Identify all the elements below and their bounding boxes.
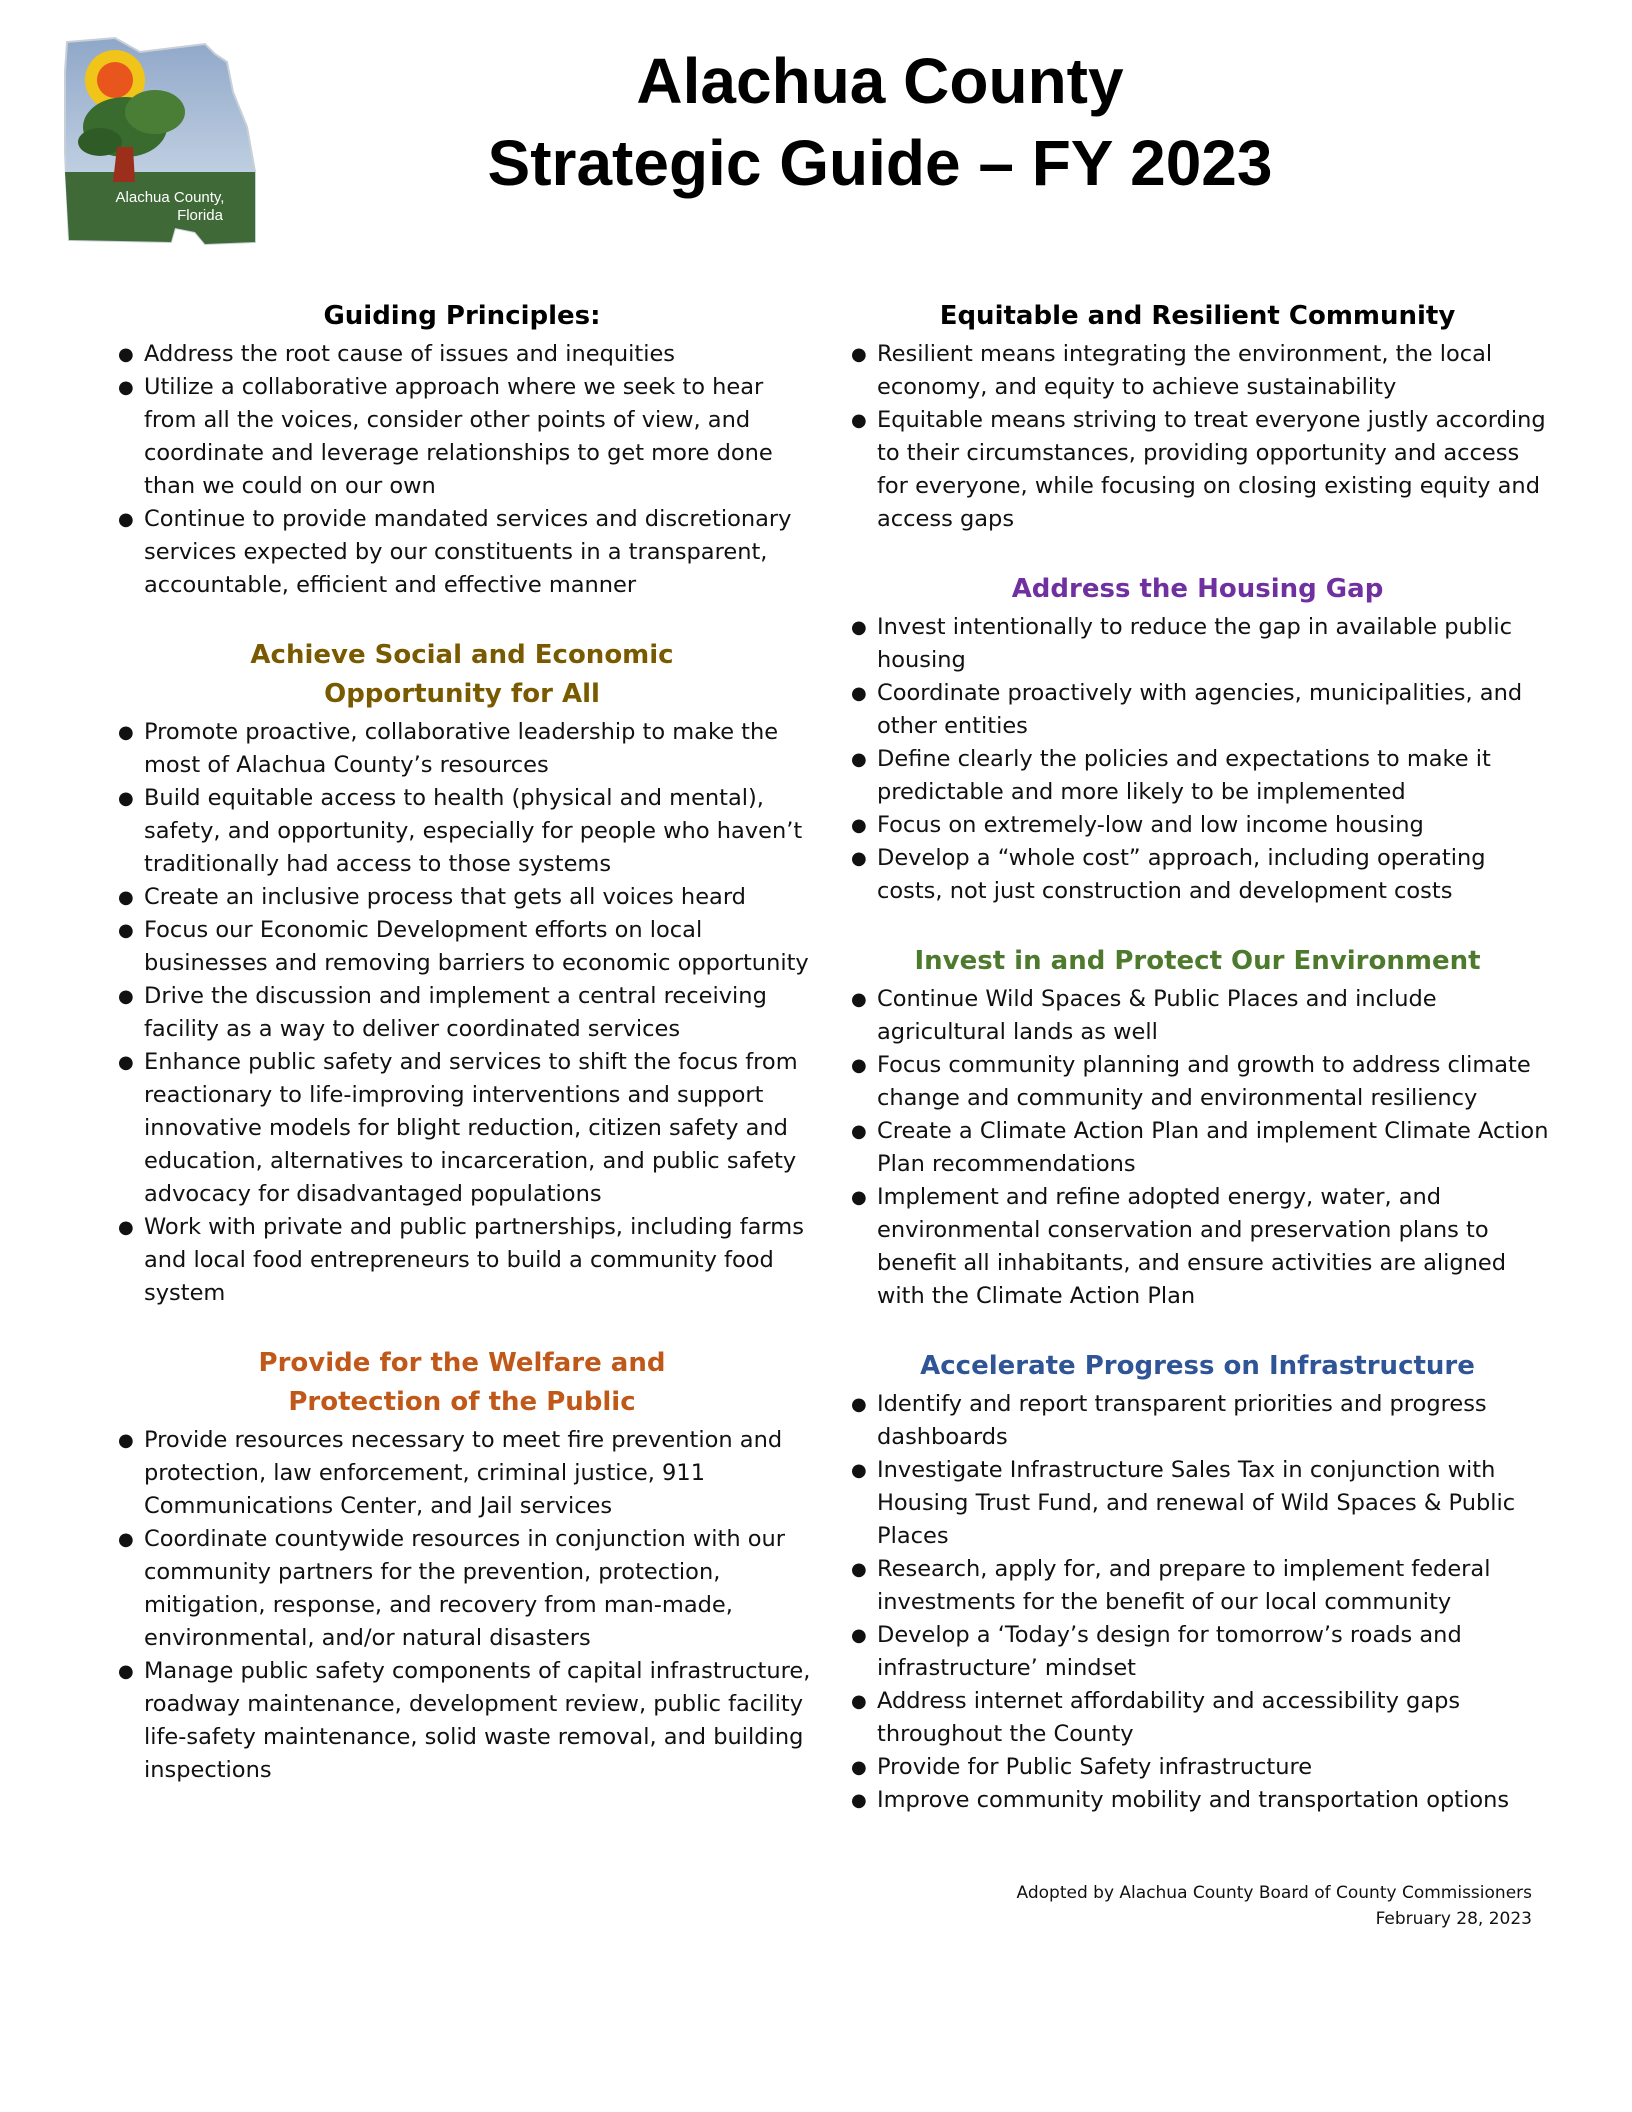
title-line-1: Alachua County [636,45,1124,117]
list-item [845,842,1550,908]
heading-line-1: Achieve Social and Economic [250,640,674,670]
list-item-text: Manage public safety components of capital infrastructure, roadway maintenance, development review, public facility life-safety maintenance, solid waste removal, and building inspections [144,1658,811,1783]
heading-line-1: Provide for the Welfare and [258,1348,666,1378]
bullet-icon: ● [118,1430,134,1451]
list-item [845,1181,1550,1313]
bullet-icon: ● [851,1625,867,1646]
list-item-text: Coordinate proactively with agencies, municipalities, and other entities [877,680,1523,739]
list-item [845,611,1550,677]
section-heading: Address the Housing Gap [1011,574,1384,604]
section-environment [845,942,1550,1313]
list-item-text: Create an inclusive process that gets all voices heard [144,884,746,910]
list-item [845,1115,1550,1181]
adoption-note [1017,1880,1532,1932]
bullet-icon: ● [118,377,134,398]
heading-line-2: Protection of the Public [288,1387,636,1417]
list-item [845,1553,1550,1619]
list-item [845,983,1550,1049]
bullet-icon: ● [851,1691,867,1712]
bullet-icon: ● [851,683,867,704]
list-item-text: Focus on extremely-low and low income housing [877,812,1424,838]
list-item-text: Focus community planning and growth to address climate change and community and environmental resiliency [877,1052,1531,1111]
section-heading: Equitable and Resilient Community [939,301,1456,331]
list-item-text: Enhance public safety and services to shift the focus from reactionary to life-improving interventions and support innovative models for blight reduction, citizen safety and education, alternatives to incarceration, and public safety advocacy for disadvantaged populations [144,1049,798,1207]
section-welfare-protection [112,1344,812,1787]
list-item [112,914,812,980]
list-item-text: Work with private and public partnerships, including farms and local food entrepreneurs to build a community food system [144,1214,804,1306]
bullet-icon: ● [851,1790,867,1811]
section-guiding-principles [112,297,812,602]
list-item-text: Equitable means striving to treat everyone justly according to their circumstances, providing opportunity and access for everyone, while focusing on closing existing equity and access gaps [877,407,1546,532]
bullet-icon: ● [851,617,867,638]
bullet-icon: ● [851,749,867,770]
list-item-text: Drive the discussion and implement a central receiving facility as a way to deliver coordinated services [144,983,767,1042]
list-item [845,677,1550,743]
bullet-icon: ● [118,1217,134,1238]
list-item-text: Research, apply for, and prepare to implement federal investments for the benefit of our local community [877,1556,1491,1615]
bullet-icon: ● [851,1559,867,1580]
list-item [112,1523,812,1655]
list-item-text: Promote proactive, collaborative leadership to make the most of Alachua County’s resources [144,719,779,778]
list-item [112,881,812,914]
list-item-text: Coordinate countywide resources in conjunction with our community partners for the prevention, protection, mitigation, response, and recovery from man-made, environmental, and/or natural disasters [144,1526,786,1651]
list-item-text: Provide for Public Safety infrastructure [877,1754,1313,1780]
section-equitable-resilient [845,297,1550,536]
list-item [112,782,812,881]
list-item [112,980,812,1046]
list-item-text: Improve community mobility and transportation options [877,1787,1510,1813]
bullet-icon: ● [118,788,134,809]
bullet-icon: ● [118,344,134,365]
list-item [845,809,1550,842]
list-item-text: Define clearly the policies and expectations to make it predictable and more likely to be implemented [877,746,1491,805]
list-item-text: Continue to provide mandated services and discretionary services expected by our constituents in a transparent, accountable, efficient and effective manner [144,506,792,598]
bullet-list [845,983,1550,1313]
bullet-icon: ● [118,509,134,530]
section-social-economic [112,636,812,1310]
list-item-text: Address internet affordability and accessibility gaps throughout the County [877,1688,1461,1747]
bullet-icon: ● [118,920,134,941]
bullet-icon: ● [851,1394,867,1415]
list-item-text: Identify and report transparent priorities and progress dashboards [877,1391,1487,1450]
county-logo [55,32,273,250]
list-item [845,1619,1550,1685]
heading-line-2: Opportunity for All [324,679,600,709]
list-item-text: Provide resources necessary to meet fire prevention and protection, law enforcement, criminal justice, 911 Communications Center, and Jail services [144,1427,783,1519]
list-item [845,1388,1550,1454]
list-item [845,743,1550,809]
list-item [112,503,812,602]
bullet-list [845,1388,1550,1817]
bullet-icon: ● [851,1460,867,1481]
page-title [380,40,1380,204]
list-item [845,404,1550,536]
list-item [112,371,812,503]
list-item [112,338,812,371]
list-item [845,1049,1550,1115]
list-item [845,1685,1550,1751]
list-item [845,1784,1550,1817]
list-item-text: Resilient means integrating the environment, the local economy, and equity to achieve sustainability [877,341,1493,400]
list-item-text: Create a Climate Action Plan and implement Climate Action Plan recommendations [877,1118,1549,1177]
list-item-text: Address the root cause of issues and inequities [144,341,676,367]
bullet-icon: ● [851,344,867,365]
list-item-text: Invest intentionally to reduce the gap in available public housing [877,614,1512,673]
list-item-text: Implement and refine adopted energy, water, and environmental conservation and preservation plans to benefit all inhabitants, and ensure activities are aligned with the Climate Action Plan [877,1184,1507,1309]
list-item-text: Develop a ‘Today’s design for tomorrow’s roads and infrastructure’ mindset [877,1622,1462,1681]
list-item [112,1046,812,1211]
right-column [845,297,1550,1851]
bullet-list [845,338,1550,536]
list-item [845,1751,1550,1784]
bullet-icon: ● [118,722,134,743]
list-item [845,1454,1550,1553]
section-infrastructure [845,1347,1550,1817]
section-heading [112,636,812,714]
bullet-list [112,1424,812,1787]
section-heading [112,1344,812,1422]
bullet-icon: ● [851,989,867,1010]
list-item [112,1424,812,1523]
list-item-text: Utilize a collaborative approach where we seek to hear from all the voices, consider other points of view, and coordinate and leverage relationships to get more done than we could on our own [144,374,773,499]
bullet-list [112,338,812,602]
bullet-icon: ● [851,410,867,431]
list-item-text: Build equitable access to health (physical and mental), safety, and opportunity, especially for people who haven’t traditionally had access to those systems [144,785,803,877]
bullet-icon: ● [851,815,867,836]
section-heading: Accelerate Progress on Infrastructure [920,1351,1475,1381]
list-item [112,1655,812,1787]
logo-text-1: Alachua County, [115,189,225,206]
bullet-icon: ● [851,1187,867,1208]
adoption-line-1: Adopted by Alachua County Board of County Commissioners [1016,1883,1532,1903]
list-item-text: Investigate Infrastructure Sales Tax in conjunction with Housing Trust Fund, and renewal of Wild Spaces & Public Places [877,1457,1516,1549]
bullet-icon: ● [118,1661,134,1682]
bullet-icon: ● [851,848,867,869]
bullet-list [112,716,812,1310]
bullet-icon: ● [118,986,134,1007]
section-housing-gap [845,570,1550,908]
bullet-icon: ● [118,887,134,908]
list-item-text: Develop a “whole cost” approach, including operating costs, not just construction and development costs [877,845,1486,904]
list-item-text: Continue Wild Spaces & Public Places and include agricultural lands as well [877,986,1437,1045]
section-heading: Invest in and Protect Our Environment [914,946,1481,976]
logo-text-2: Florida [177,207,223,224]
adoption-date: February 28, 2023 [1375,1909,1532,1929]
list-item [112,716,812,782]
bullet-list [845,611,1550,908]
list-item-text: Focus our Economic Development efforts on local businesses and removing barriers to economic opportunity [144,917,809,976]
section-heading: Guiding Principles: [323,301,601,331]
bullet-icon: ● [851,1757,867,1778]
title-line-2: Strategic Guide – FY 2023 [487,127,1273,199]
left-column [112,297,812,1821]
bullet-icon: ● [851,1055,867,1076]
bullet-icon: ● [118,1529,134,1550]
list-item [112,1211,812,1310]
list-item [845,338,1550,404]
bullet-icon: ● [851,1121,867,1142]
bullet-icon: ● [118,1052,134,1073]
